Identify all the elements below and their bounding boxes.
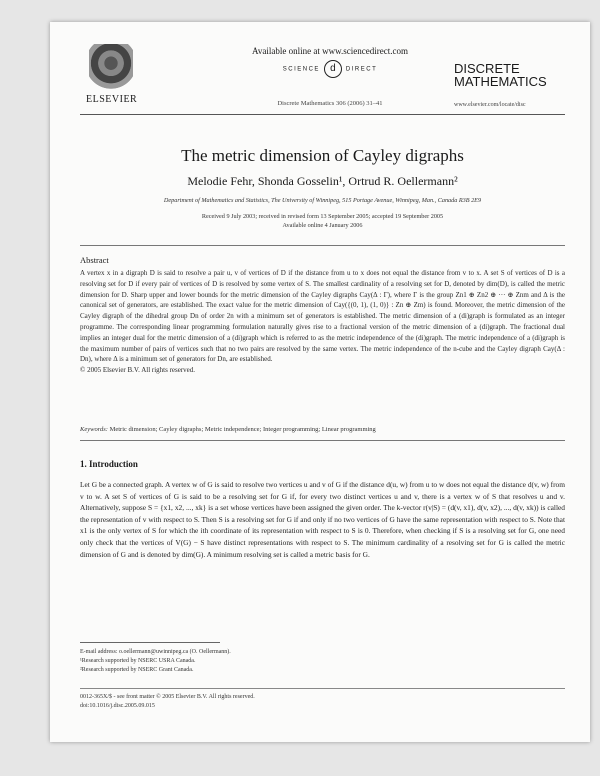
abstract-copyright: © 2005 Elsevier B.V. All rights reserved.: [80, 366, 196, 375]
introduction-body: Let G be a connected graph. A vertex w of G is said to resolve two vertices u and v of G if the distance d(u, w) from u to w does not equal the distance d(v, w) from v to w. A set S of vertices of G is said to be a resolving set for G if, for every two distinct vertices u and v, there is a vertex w of S that resolves u and v. Alternatively, suppose S = {x1, x2, ..., xk} is a set whose vertices have been assigned the given order. The k-vector r(v|S) = (d(v, x1), d(v, x2), ..., d(v, xk)) is called the representation of v with respect to S. Then S is a resolving set for G if and only if no two vertices of G have the same representation with respect to S. Note that x1 is the only vertex of S for which the ith coordinate of its representation with respect to S is 0. Therefore, when checking if S is a resolving set for G, one need only check that the vertices of V(G) − S have distinct representations with respect to S. The minimum cardinality of a resolving set for G is called the metric dimension of G and is denoted by dim(G). A minimum resolving set is called a metric basis for G.: [80, 480, 565, 559]
paper-title: The metric dimension of Cayley digraphs: [181, 146, 464, 165]
keywords-text: Metric dimension; Cayley digraphs; Metric independence; Integer programming; Linear programming: [109, 426, 376, 433]
abstract-heading: Abstract: [80, 255, 109, 265]
received-dates: Received 9 July 2003; received in revised form 13 September 2005; accepted 19 September 2005: [201, 213, 444, 220]
doi-line: doi:10.1016/j.disc.2005.09.015: [80, 702, 155, 709]
keywords-line: [80, 426, 565, 433]
sd-right-text: DIRECT: [345, 66, 378, 73]
available-online-date: Available online 4 January 2006: [282, 222, 363, 229]
footnote-1: ¹Research supported by NSERC USRA Canada.: [80, 658, 196, 664]
journal-url: www.elsevier.com/locate/disc: [454, 102, 526, 108]
paper-authors: Melodie Fehr, Shonda Gosselin¹, Ortrud R. Oellermann²: [187, 174, 458, 188]
header-divider: [80, 114, 565, 115]
sciencedirect-logo: [250, 60, 410, 78]
sciencedirect-icon: d: [324, 60, 342, 78]
abstract-bottom-divider: [80, 440, 565, 441]
journal-name-line2: MATHEMATICS: [454, 74, 547, 89]
abstract-text: A vertex x in a digraph D is said to resolve a pair u, v of vertices of D if the distance from u to x does not equal the distance from v to x. A set S of vertices of D is a resolving set for D if every pair of vertices of D is resolved by some vertex of S. The smallest cardinality of a resolving set for D, denoted by dim(D), is called the metric dimension for D. Sharp upper and lower bounds for the metric dimension of the Cayley digraphs Cay(Δ : Γ), where Γ is the group Zn1 ⊕ Zn2 ⊕ ··· ⊕ Znm and Δ is the canonical set of generators, are established. The exact value for the metric dimension of Cay({(0, 1), (1, 0)} : Zn ⊕ Zm) is found. Moreover, the metric dimension of the Cayley digraph of the dihedral group Dn of order 2n with a minimum set of generators is established. The metric dimension of a (di)graph is formulated as an integer programme. The corresponding linear programming formulation naturally gives rise to a fractional version of the metric dimension of a (di)graph. The fractional dual implies an integer dual for the metric dimension of a (di)graph which is referred to as the metric independence of the (di)graph. The metric independence of a (di)graph is the maximum number of pairs of vertices such that no two pairs are resolved by the same vertex. The metric independence of the n-cube and the Cayley digraph Cay(Δ : Dn), where Δ is a minimum set of generators for Dn, are established.: [80, 269, 565, 364]
affiliation: Department of Mathematics and Statistics, The University of Winnipeg, 515 Portage Avenue, Winnipeg, Man., Canada R3B 2E9: [163, 197, 482, 204]
keywords-label: Keywords:: [80, 426, 108, 433]
copyright-divider: [80, 688, 565, 689]
sd-left-text: SCIENCE: [282, 66, 320, 73]
footnotes: [80, 648, 565, 675]
publisher-name: ELSEVIER: [86, 94, 138, 105]
footnote-divider: [80, 642, 220, 643]
footnote-email: E-mail address: o.oellermann@uwinnipeg.ca (O. Oellermann).: [80, 649, 231, 655]
section-heading-introduction: 1. Introduction: [80, 459, 138, 469]
footnote-2: ²Research supported by NSERC Grant Canada.: [80, 667, 194, 673]
journal-name-line1: DISCRETE: [454, 61, 520, 76]
paper-page: [50, 22, 590, 742]
abstract-body: [80, 268, 565, 376]
copyright-block: [80, 693, 565, 710]
journal-reference: Discrete Mathematics 306 (2006) 31–41: [277, 100, 383, 107]
abstract-top-divider: [80, 245, 565, 246]
elsevier-logo: [86, 44, 138, 105]
journal-name: [454, 62, 574, 88]
copyright-line: 0012-365X/$ - see front matter © 2005 Elsevier B.V. All rights reserved.: [80, 694, 255, 700]
elsevier-tree-icon: [89, 44, 133, 92]
available-online: Available online at www.sciencedirect.com: [252, 46, 408, 56]
